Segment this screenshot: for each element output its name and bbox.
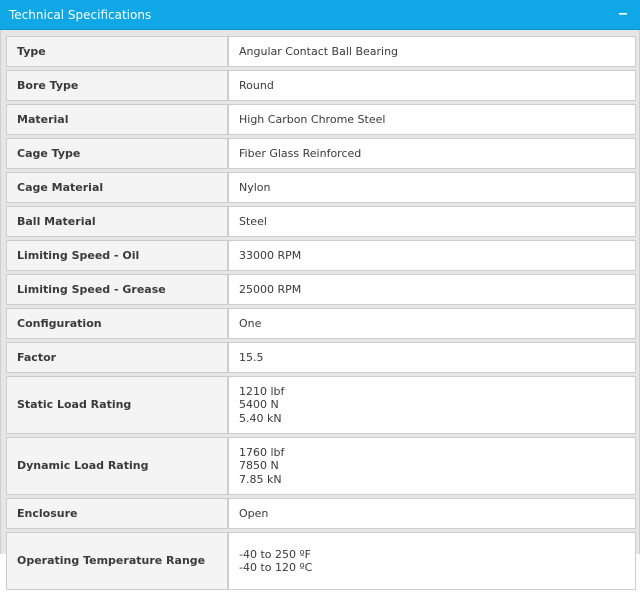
spec-value xyxy=(228,437,636,495)
spec-label: Bore Type xyxy=(6,70,228,101)
spec-row xyxy=(6,172,636,203)
spec-row xyxy=(6,342,636,373)
spec-label: Cage Type xyxy=(6,138,228,169)
spec-value xyxy=(228,308,636,339)
spec-value-line: -40 to 120 ºC xyxy=(239,561,313,574)
spec-label: Limiting Speed - Grease xyxy=(6,274,228,305)
spec-value xyxy=(228,498,636,529)
spec-label: Type xyxy=(6,36,228,67)
spec-row xyxy=(6,36,636,67)
spec-label: Operating Temperature Range xyxy=(6,532,228,590)
spec-value xyxy=(228,532,636,590)
spec-value-line: 5.40 kN xyxy=(239,411,282,425)
spec-value-line: Steel xyxy=(239,214,267,228)
spec-value-line: 15.5 xyxy=(239,350,264,364)
spec-value-line: Angular Contact Ball Bearing xyxy=(239,44,399,58)
spec-value xyxy=(228,206,636,237)
spec-value xyxy=(228,376,636,434)
spec-label: Ball Material xyxy=(6,206,228,237)
spec-value-line: High Carbon Chrome Steel xyxy=(239,112,386,126)
spec-value-line: 25000 RPM xyxy=(239,282,302,296)
spec-value-line: 1210 lbf xyxy=(239,384,285,398)
minus-icon[interactable] xyxy=(616,7,630,21)
spec-value xyxy=(228,36,636,67)
spec-row xyxy=(6,308,636,339)
spec-value-line: 7850 N xyxy=(239,459,279,473)
spec-value-line: 1760 lbf xyxy=(239,445,285,459)
spec-row xyxy=(6,138,636,169)
spec-label: Configuration xyxy=(6,308,228,339)
spec-value xyxy=(228,240,636,271)
spec-table-container xyxy=(0,30,640,574)
spec-row xyxy=(6,376,636,434)
spec-value xyxy=(228,342,636,373)
spec-label: Limiting Speed - Oil xyxy=(6,240,228,271)
spec-row xyxy=(6,532,636,590)
spec-value xyxy=(228,274,636,305)
panel-title: Technical Specifications xyxy=(9,8,152,22)
spec-label: Static Load Rating xyxy=(6,376,228,434)
spec-label: Material xyxy=(6,104,228,135)
spec-value xyxy=(228,70,636,101)
spec-value-line: 5400 N xyxy=(239,398,279,412)
spec-row xyxy=(6,104,636,135)
spec-row xyxy=(6,274,636,305)
spec-value xyxy=(228,172,636,203)
spec-value-line: One xyxy=(239,316,262,330)
spec-value-line: Nylon xyxy=(239,180,271,194)
spec-value-line: 7.85 kN xyxy=(239,472,282,486)
spec-value xyxy=(228,104,636,135)
spec-table xyxy=(6,33,636,593)
spec-row xyxy=(6,437,636,495)
spec-label: Enclosure xyxy=(6,498,228,529)
spec-row xyxy=(6,240,636,271)
spec-row xyxy=(6,206,636,237)
spec-value xyxy=(228,138,636,169)
spec-label: Dynamic Load Rating xyxy=(6,437,228,495)
spec-row xyxy=(6,498,636,529)
spec-value-line: Round xyxy=(239,78,274,92)
panel-header[interactable] xyxy=(0,0,640,30)
spec-value-line: -40 to 250 ºF xyxy=(239,547,312,561)
spec-value-line: 33000 RPM xyxy=(239,248,302,262)
spec-label: Cage Material xyxy=(6,172,228,203)
spec-label: Factor xyxy=(6,342,228,373)
spec-value-line: Fiber Glass Reinforced xyxy=(239,146,362,160)
spec-value-line: Open xyxy=(239,506,269,520)
spec-row xyxy=(6,70,636,101)
